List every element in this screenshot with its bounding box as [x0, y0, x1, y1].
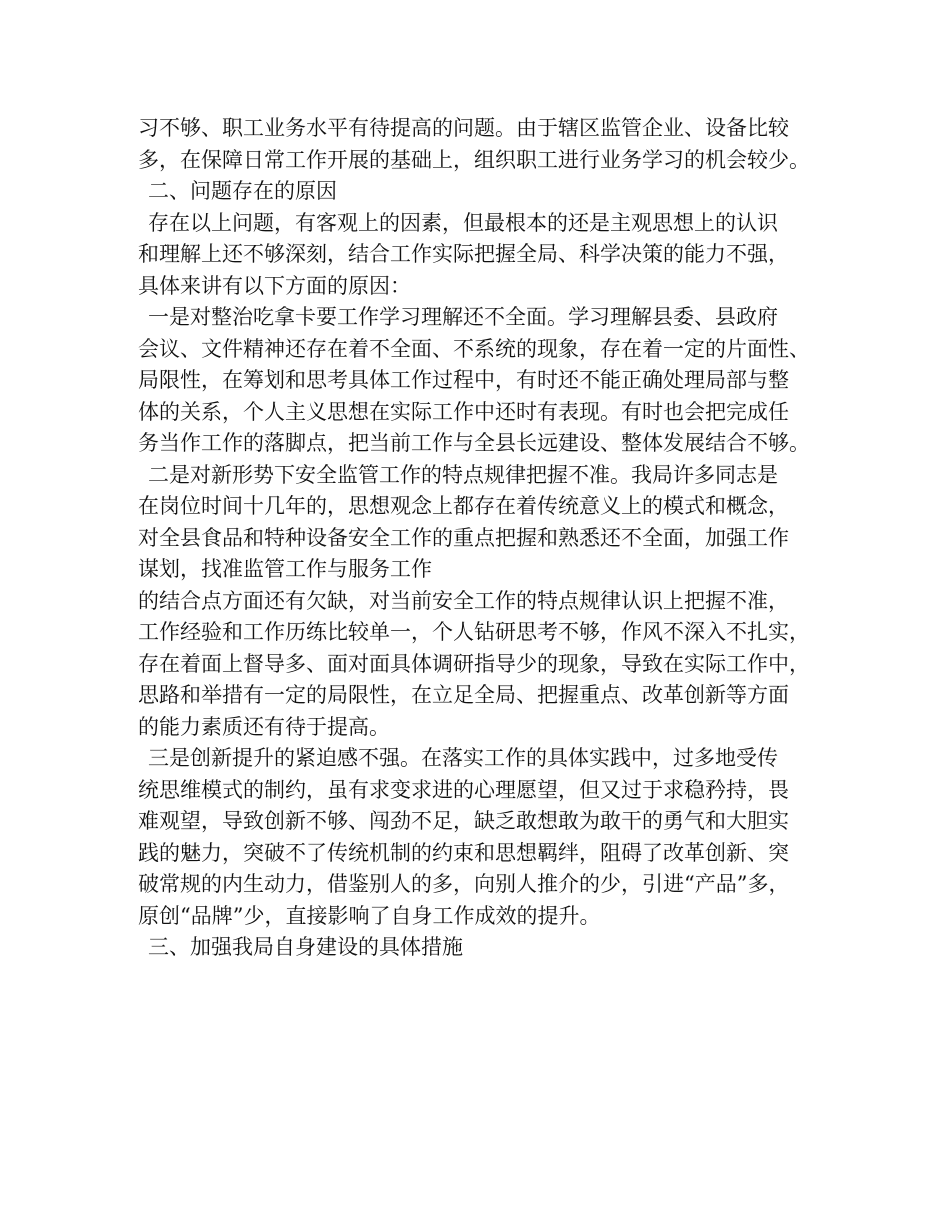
text-line: 破常规的内生动力，借鉴别人的多，向别人推介的少，引进“产品”多，	[138, 872, 790, 896]
text-line: 一是对整治吃拿卡要工作学习理解还不全面。学习理解县委、县政府	[148, 305, 778, 329]
text-line: 会议、文件精神还存在着不全面、不系统的现象，存在着一定的片面性、	[138, 336, 810, 361]
text-line: 谋划，找准监管工作与服务工作	[138, 557, 432, 581]
section-heading: 三、加强我局自身建设的具体措施	[148, 935, 463, 959]
text-line: 体的关系，个人主义思想在实际工作中还时有表现。有时也会把完成任	[138, 399, 789, 424]
text-line: 具体来讲有以下方面的原因：	[138, 273, 411, 298]
text-line: 存在以上问题，有客观上的因素，但最根本的还是主观思想上的认识	[148, 210, 778, 235]
text-line: 务当作工作的落脚点，把当前工作与全县长远建设、整体发展结合不够。	[138, 431, 810, 455]
body-text	[138, 113, 838, 964]
text-line: 在岗位时间十几年的，思想观念上都存在着传统意义上的模式和概念，	[138, 494, 789, 518]
text-line: 原创“品牌”少，直接影响了自身工作成效的提升。	[138, 903, 601, 928]
text-line: 和理解上还不够深刻，结合工作实际把握全局、科学决策的能力不强，	[138, 242, 789, 266]
section-heading: 二、问题存在的原因	[148, 179, 337, 203]
text-line: 存在着面上督导多、面对面具体调研指导少的现象，导致在实际工作中，	[138, 651, 810, 676]
text-line: 习不够、职工业务水平有待提高的问题。由于辖区监管企业、设备比较	[138, 116, 789, 140]
text-line: 的结合点方面还有欠缺，对当前安全工作的特点规律认识上把握不准，	[138, 588, 789, 613]
text-line: 思路和举措有一定的局限性，在立足全局、把握重点、改革创新等方面	[138, 683, 789, 707]
text-line: 对全县食品和特种设备安全工作的重点把握和熟悉还不全面，加强工作	[138, 525, 789, 550]
text-line: 践的魅力，突破不了传统机制的约束和思想羁绊，阻碍了改革创新、突	[138, 840, 789, 865]
text-line: 难观望，导致创新不够、闯劲不足，缺乏敢想敢为敢干的勇气和大胆实	[138, 809, 789, 833]
text-line: 二是对新形势下安全监管工作的特点规律把握不准。我局许多同志是	[148, 462, 778, 487]
text-line: 工作经验和工作历练比较单一，个人钻研思考不够，作风不深入不扎实，	[138, 620, 810, 644]
text-line: 统思维模式的制约，虽有求变求进的心理愿望，但又过于求稳矜持，畏	[138, 777, 789, 802]
text-line: 三是创新提升的紧迫感不强。在落实工作的具体实践中，过多地受传	[148, 746, 778, 770]
text-line: 多，在保障日常工作开展的基础上，组织职工进行业务学习的机会较少。	[138, 147, 810, 172]
text-line: 的能力素质还有待于提高。	[138, 714, 390, 739]
text-line: 局限性，在筹划和思考具体工作过程中，有时还不能正确处理局部与整	[138, 368, 789, 392]
